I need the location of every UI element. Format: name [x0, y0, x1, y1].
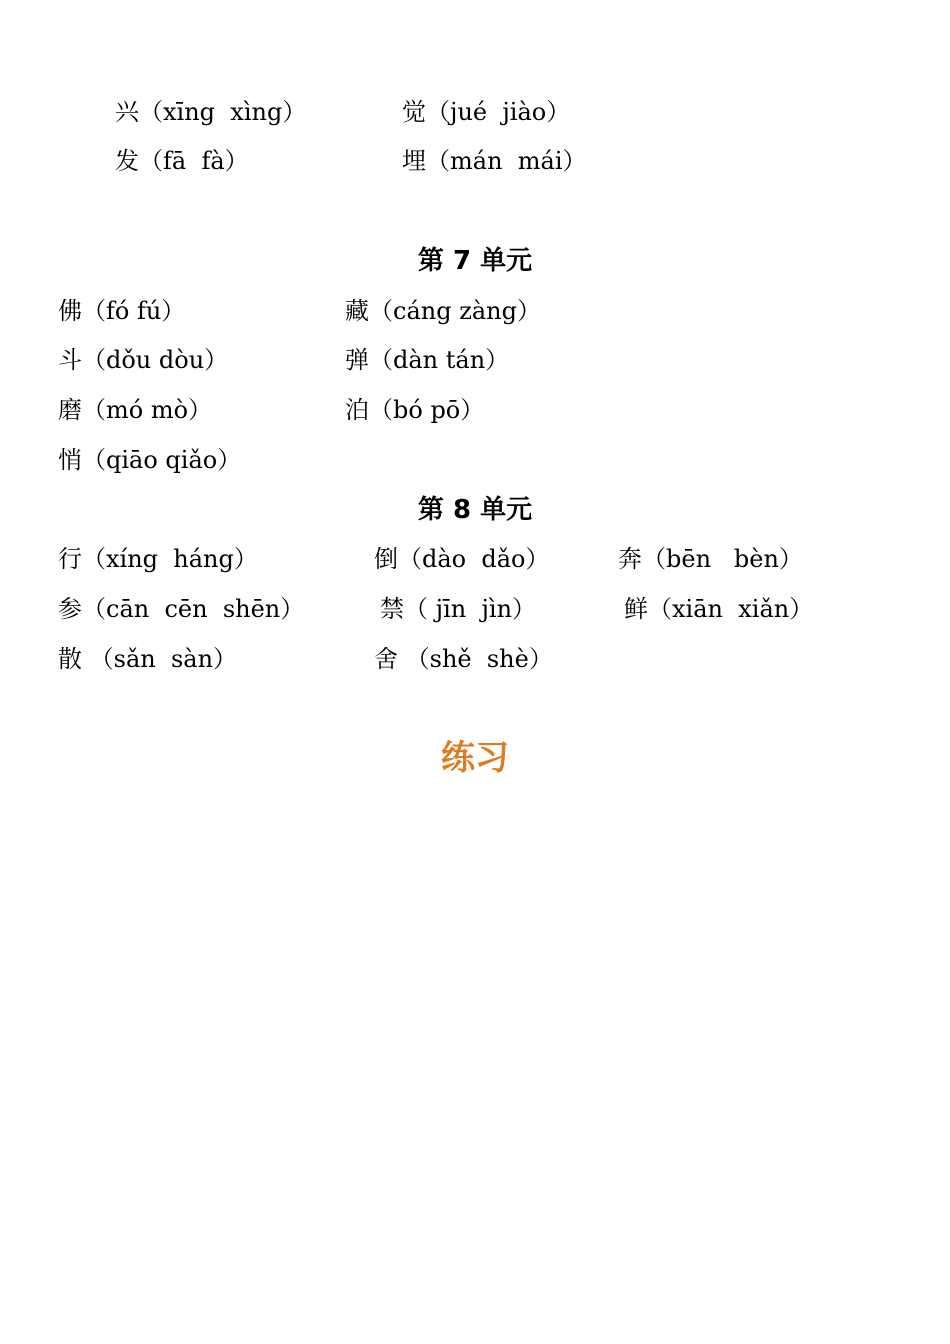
unit7-heading: 第 7 单元	[417, 246, 533, 276]
entry-san: 散 （sǎn sàn）	[58, 645, 238, 673]
entry-fa: 发（fā fà）	[115, 147, 249, 175]
entry-xian: 鲜（xiān xiǎn）	[624, 595, 814, 623]
entry-bo: 泊（bó pō）	[345, 396, 485, 424]
entry-mo: 磨（mó mò）	[58, 396, 213, 424]
entry-jin: 禁（ jīn jìn）	[380, 595, 537, 623]
exercise-heading: 练习	[441, 738, 509, 778]
entry-cang: 藏（cáng zàng）	[345, 297, 541, 325]
entry-dou: 斗（dǒu dòu）	[58, 346, 229, 374]
entry-can: 参（cān cēn shēn）	[58, 595, 305, 623]
entry-dan: 弹（dàn tán）	[345, 346, 510, 374]
entry-qiao: 悄（qiāo qiǎo）	[58, 446, 242, 474]
entry-mai: 埋（mán mái）	[402, 147, 587, 175]
entry-dao: 倒（dào dǎo）	[374, 545, 550, 573]
entry-she: 舍 （shě shè）	[374, 645, 553, 673]
entry-xing: 兴（xīng xìng）	[115, 98, 307, 126]
entry-xing-hang: 行（xíng háng）	[58, 545, 258, 573]
entry-jue: 觉（jué jiào）	[402, 98, 571, 126]
unit8-heading: 第 8 单元	[417, 495, 533, 525]
entry-ben: 奔（bēn bèn）	[618, 545, 803, 573]
entry-fo: 佛（fó fú）	[58, 297, 186, 325]
